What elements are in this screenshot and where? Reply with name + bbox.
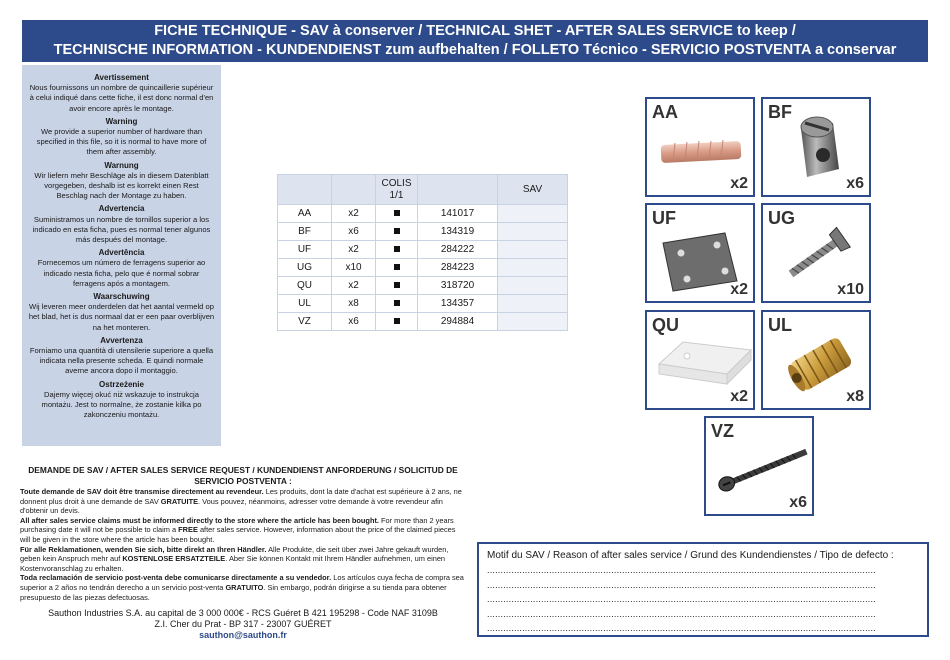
sav-reason-line[interactable]: ................................................................................................................................................ (487, 608, 876, 619)
company-email-link[interactable]: sauthon@sauthon.fr (199, 630, 287, 640)
part-ref-cell: 284223 (418, 259, 498, 277)
sav-cell[interactable] (498, 223, 568, 241)
sav-cell[interactable] (498, 259, 568, 277)
part-ref-cell: 318720 (418, 277, 498, 295)
part-ref-cell: 134319 (418, 223, 498, 241)
sav-en-bold: All after sales service claims must be informed directly to the store where the article has been bought. (20, 515, 379, 525)
part-qty: x10 (837, 281, 864, 298)
warnings-panel (22, 65, 221, 446)
sav-fr-text: Les produits, dont la date d'achat est supérieure à 2 ans, ne donnent plus droit à une demande de SAV (20, 487, 462, 506)
warning-title: Warning (105, 116, 138, 126)
sav-es-text: Los artículos cuya fecha de compra sea superior a 2 años no tendrán derecho a un servicio post-venta (20, 573, 464, 592)
part-tile-uf (645, 203, 755, 303)
table-row (278, 223, 568, 241)
sav-fr-text2: . Vous pouvez, néanmoins, adresser votre demande à votre revendeur afin d'obtenir un devis. (20, 496, 443, 516)
part-code: VZ (711, 421, 735, 441)
hardware-table (277, 174, 568, 331)
sav-paragraph-es (20, 573, 466, 602)
warning-title: Avvertenza (100, 335, 143, 345)
part-code-cell: UG (278, 259, 332, 277)
part-qty: x8 (846, 388, 864, 405)
warning-text: Dajemy więcej okuć niż wskazuje to instrukcja montażu. Jest to normalne, że zostanie kilka po zakonczeniu montażu. (41, 389, 202, 420)
sav-paragraph-en (20, 516, 466, 545)
colis-mark (376, 277, 418, 295)
warning-title: Waarschuwing (93, 292, 150, 302)
warning-title: Ostrzeżenie (99, 379, 144, 389)
part-qty-cell: x2 (332, 205, 376, 223)
part-qty-cell: x10 (332, 259, 376, 277)
warning-title: Advertencia (98, 204, 145, 214)
table-row (278, 259, 568, 277)
part-qty: x6 (789, 494, 807, 511)
part-tile-ug (761, 203, 871, 303)
part-ref-cell: 141017 (418, 205, 498, 223)
table-row (278, 277, 568, 295)
sav-reason-line[interactable]: ................................................................................................................................................ (487, 565, 876, 575)
company-address: Z.I. Cher du Prat - BP 317 - 23007 GUÉRET (154, 619, 332, 629)
part-qty-cell: x8 (332, 295, 376, 313)
sav-en-text2: after sales service. However, information about the price of the claimed pieces will be given in the store where the article has been bought. (20, 525, 456, 544)
warning-text: Wij leveren meer onderdelen dat het aantal vermeld op het blad, het is dus normaal dat er een paar overblijven na het monteren. (28, 302, 215, 332)
table-row (278, 313, 568, 331)
company-line-1: Sauthon Industries S.A. au capital de 3 000 000€ - RCS Guéret B 421 195298 - Code NAF 3109B (48, 608, 438, 618)
sav-de-bold2: KOSTENLOSE ERSATZTEILE (122, 554, 226, 564)
part-tile-bf (761, 97, 871, 197)
sav-en-bold2: FREE (178, 525, 198, 535)
square-icon (394, 264, 400, 270)
part-code: BF (768, 102, 792, 122)
header-banner (22, 20, 928, 62)
sav-es-bold2: GRATUITO (225, 582, 264, 592)
colis-mark (376, 205, 418, 223)
part-code: UG (768, 208, 795, 228)
sav-fr-bold2: GRATUITE (160, 496, 199, 506)
sav-cell[interactable] (498, 295, 568, 313)
sav-paragraph-fr (20, 487, 466, 516)
part-code-cell: QU (278, 277, 332, 295)
part-code-cell: BF (278, 223, 332, 241)
sav-reason-line[interactable]: ................................................................................................................................................ (487, 623, 876, 633)
square-icon (394, 300, 400, 306)
sav-cell[interactable] (498, 277, 568, 295)
warning-text: Suministramos un nombre de tornillos superior a los indicado en esta ficha, pues es normal tener algunos más después del montage. (32, 214, 211, 245)
sav-es-text2: . Sin embargo, podrán dirigirse a su tienda para obtener presupuesto de las piezas defectuosas. (20, 582, 447, 602)
sav-de-text2: . Aber Sie können Kontakt mit Ihrem Händler aufnehmen, um einen Kostenvoranschlag zu erhalten. (20, 554, 446, 573)
part-tile-qu (645, 310, 755, 410)
sav-de-bold: Für alle Reklamationen, wenden Sie sich, bitte direkt an Ihren Händler. (20, 544, 267, 554)
sav-reason-line[interactable]: ................................................................................................................................................ (487, 594, 876, 604)
sav-header: SAV (498, 175, 568, 205)
part-ref-cell: 134357 (418, 295, 498, 313)
part-ref-cell: 294884 (418, 313, 498, 331)
sav-cell[interactable] (498, 205, 568, 223)
part-code-cell: UL (278, 295, 332, 313)
warning-title: Avertissement (94, 73, 149, 82)
table-row (278, 295, 568, 313)
part-qty: x2 (730, 175, 748, 192)
square-icon (394, 210, 400, 216)
warning-text: Fornecemos um número de ferragens superior ao indicado nesta ficha, pelo que é normal sobrar ferragens após a montagem. (37, 258, 206, 288)
square-icon (394, 246, 400, 252)
colis-mark (376, 313, 418, 331)
part-code-cell: UF (278, 241, 332, 259)
part-code: AA (652, 102, 678, 122)
colis-mark (376, 223, 418, 241)
sav-reason-box (477, 542, 929, 637)
sav-reason-label: Motif du SAV / Reason of after sales service / Grund des Kundendienstes / Tipo de defecto : (487, 550, 894, 561)
sav-en-text: For more than 2 years purchasing date it will not be possible to claim a (20, 515, 454, 535)
header-line-1: FICHE TECHNIQUE - SAV à conserver / TECHNICAL SHET - AFTER SALES SERVICE to keep / (154, 23, 796, 39)
sav-cell[interactable] (498, 313, 568, 331)
warning-text: Forniamo una quantità di utensilerie superiore a quella indicata nella presente scheda. E quindi normale averne ancora dopo il montaggio. (29, 346, 214, 376)
part-qty: x2 (730, 281, 748, 298)
table-row (278, 241, 568, 259)
sav-fr-bold: Toute demande de SAV doit être transmise directement au revendeur. (20, 487, 264, 496)
table-header-cell (278, 175, 332, 205)
sav-reason-line[interactable]: ................................................................................................................................................ (487, 579, 876, 590)
sav-de-text: Alle Produkte, die seit über zwei Jahre gekauft wurden, geben kein Anspruch mehr auf (20, 544, 449, 564)
part-qty-cell: x2 (332, 241, 376, 259)
part-qty-cell: x2 (332, 277, 376, 295)
colis-header-label: COLIS 1/1 (381, 177, 412, 201)
part-ref-cell: 284222 (418, 241, 498, 259)
part-qty-cell: x6 (332, 223, 376, 241)
part-qty: x2 (730, 388, 748, 405)
square-icon (394, 228, 400, 234)
part-tile-ul (761, 310, 871, 410)
warning-title: Warnung (104, 160, 139, 170)
part-code: UF (652, 208, 676, 228)
header-line-2: TECHNISCHE INFORMATION - KUNDENDIENST zum aufbehalten / FOLLETO Técnico - SERVICIO POSTVENTA a conservar (53, 42, 897, 58)
sav-cell[interactable] (498, 241, 568, 259)
part-code-cell: AA (278, 205, 332, 223)
part-code: QU (652, 315, 679, 335)
warning-text: Wir liefern mehr Beschläge als in diesem Datenblatt vorgegeben, deshalb ist es korrekt einen Rest Beschlag nach der Montage zu haben. (34, 170, 209, 201)
part-code-cell: VZ (278, 313, 332, 331)
part-code: UL (768, 315, 792, 335)
colis-header (376, 175, 418, 205)
part-tile-aa (645, 97, 755, 197)
sav-request-section (20, 465, 466, 602)
table-row (278, 205, 568, 223)
square-icon (394, 318, 400, 324)
part-tile-vz (704, 416, 814, 516)
sav-paragraph-de (20, 545, 466, 574)
colis-mark (376, 241, 418, 259)
company-info (20, 608, 466, 641)
warning-text: We provide a superior number of hardware than specified in this file, so it is normal to have more of them after assembly. (36, 127, 207, 157)
square-icon (394, 282, 400, 288)
part-qty-cell: x6 (332, 313, 376, 331)
table-header-cell (418, 175, 498, 205)
colis-mark (376, 259, 418, 277)
sav-es-bold: Toda reclamación de servicio post-venta debe comunicarse directamente a su vendedor. (20, 573, 332, 583)
warning-text: Nous fournissons un nombre de quincaillerie supérieur à celui indiqué dans cette fiche, il est donc normal d'en avoir encore après le montage. (29, 83, 214, 113)
part-qty: x6 (846, 175, 864, 192)
sav-request-title: DEMANDE DE SAV / AFTER SALES SERVICE REQUEST / KUNDENDIENST ANFORDERUNG / SOLICITUD DE SERVICIO POSTVENTA : (28, 465, 458, 486)
warning-title: Advertência (98, 248, 145, 258)
colis-mark (376, 295, 418, 313)
table-header-cell (332, 175, 376, 205)
